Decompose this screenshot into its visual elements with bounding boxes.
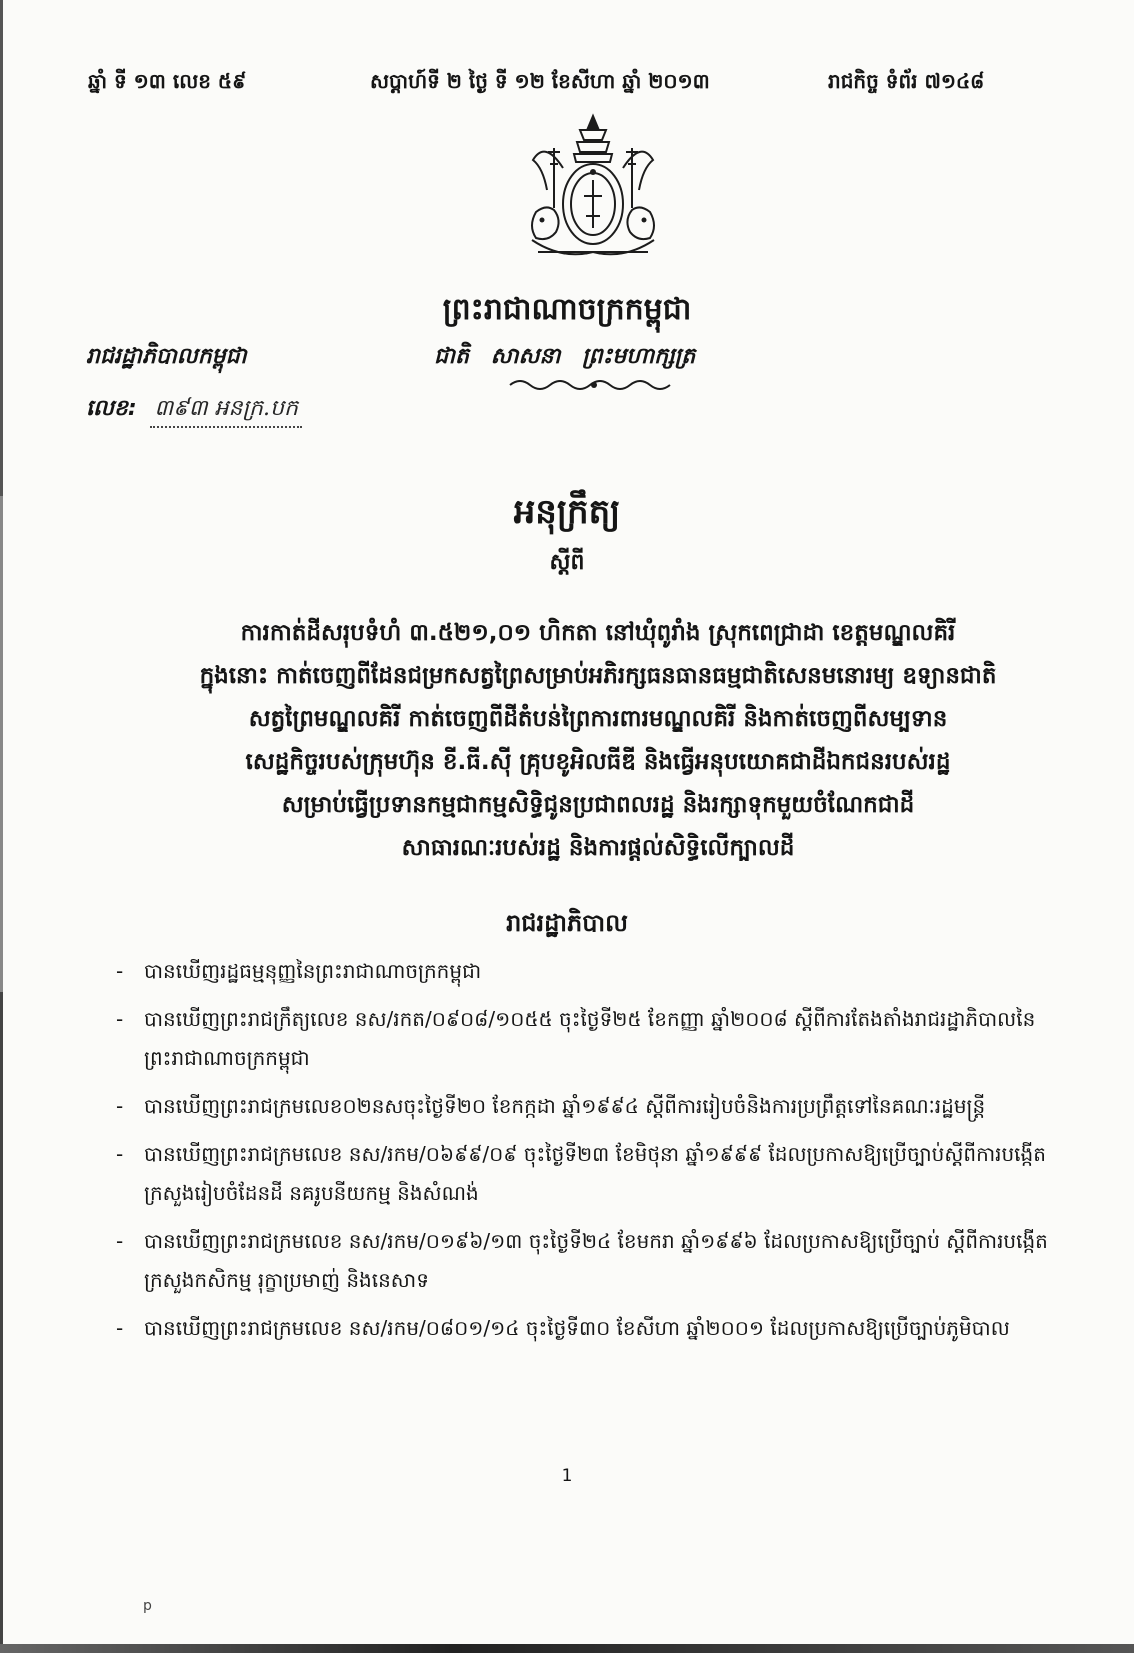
gazette-date: សប្តាហ៍ទី ២ ថ្ងៃ ទី ១២ ខែសីហា ឆ្នាំ ២០១៣: [370, 69, 710, 93]
scan-edge-left: [0, 0, 3, 1653]
subject-line: ការកាត់ដីសរុបទំហំ ៣.៥២១,០១ ហិកតា នៅឃុំពូរាំង ស្រុកពេជ្រាដា ខេត្តមណ្ឌលគិរី: [240, 620, 956, 646]
ornament-divider-icon: [508, 378, 680, 392]
list-item: - បានឃើញព្រះរាជក្រមលេខ នស/រកម/០១៩៦/១៣ ចុះថ្ងៃទី២៤ ខែមករា ឆ្នាំ១៩៩៦ ដែលប្រកាសឱ្យប្រើច្បាប់ ស្តីពីការបង្កើតក្រសួងកសិកម្ម រុក្ខាប្រមាញ់ និងនេសាទ: [110, 1222, 1060, 1300]
gazette-page: រាជកិច្ច ទំព័រ ៧១៤៨: [828, 69, 985, 93]
list-item: - បានឃើញព្រះរាជក្រមលេខ នស/រកម/០៨០១/១៤ ចុះថ្ងៃទី៣០ ខែសីហា ឆ្នាំ២០០១ ដែលប្រកាសឱ្យប្រើច្បាប់ភូមិបាល: [110, 1309, 1060, 1348]
list-item: - បានឃើញព្រះរាជក្រមលេខ នស/រកម/០៦៩៩/០៩ ចុះថ្ងៃទី២៣ ខែមិថុនា ឆ្នាំ១៩៩៩ ដែលប្រកាសឱ្យប្រើច្បាប់ស្តីពីការបង្កើតក្រសួងរៀបចំដែនដី នគរូបនីយកម្ម និងសំណង់: [110, 1135, 1060, 1213]
document-subject: [138, 612, 1058, 870]
reference-label: លេខ:: [86, 396, 137, 421]
list-item: - បានឃើញព្រះរាជក្រមលេខ០២នសចុះថ្ងៃទី២០ ខែកក្កដា ឆ្នាំ១៩៩៤ ស្តីពីការរៀបចំនិងការប្រព្រឹត្តទៅនៃគណៈរដ្ឋមន្ត្រី: [110, 1087, 1060, 1126]
kingdom-name: ព្រះរាជាណាចក្រកម្ពុជា: [442, 292, 692, 327]
subject-line: សម្រាប់ធ្វើប្រទានកម្មជាកម្មសិទ្ធិជូនប្រជាពលរដ្ឋ និងរក្សាទុកមួយចំណែកជាដី: [281, 792, 915, 818]
margin-mark: p: [143, 1598, 152, 1614]
list-item: - បានឃើញរដ្ឋធម្មនុញ្ញនៃព្រះរាជាណាចក្រកម្ពុជា: [110, 952, 1060, 991]
gazette-issue: ឆ្នាំ ទី ១៣ លេខ ៥៩: [88, 69, 247, 93]
preamble-list: [110, 952, 1060, 1357]
reference-handwritten-number: ៣៩៣ អនក្រ.បក: [150, 394, 302, 428]
document-title: អនុក្រឹត្យ: [513, 492, 621, 532]
subject-line: ក្នុងនោះ កាត់ចេញពីដែនជម្រកសត្វព្រៃសម្រាប់អភិរក្សធនធានធម្មជាតិសេនមនោរម្យ ឧទ្យានជាតិ: [199, 663, 997, 689]
reference-number: [86, 394, 302, 434]
royal-coat-of-arms-icon: [514, 112, 672, 262]
page-number: 1: [561, 1466, 573, 1486]
national-motto: ជាតិ សាសនា ព្រះមហាក្សត្រ: [434, 344, 696, 369]
document-subtitle: ស្តីពី: [549, 550, 585, 575]
issuer-name: រាជរដ្ឋាភិបាលកម្ពុជា: [86, 344, 247, 369]
subject-line: សត្វព្រៃមណ្ឌលគិរី កាត់ចេញពីដីតំបន់ព្រៃការពារមណ្ឌលគិរី និងកាត់ចេញពីសម្បទាន: [248, 706, 948, 732]
scan-edge-bottom: [0, 1644, 1134, 1653]
subject-line: សាធារណៈរបស់រដ្ឋ និងការផ្តល់សិទ្ធិលើក្បាលដី: [401, 835, 795, 861]
gazette-header: [0, 62, 1134, 102]
subject-line: សេដ្ឋកិច្ចរបស់ក្រុមហ៊ុន ខី.ធី.ស៊ី គ្រុបខូអិលធីឌី និងធ្វើអនុបយោគជាដីឯកជនរបស់រដ្ឋ: [245, 749, 951, 775]
list-item: - បានឃើញព្រះរាជក្រឹត្យលេខ នស/រកត/០៩០៨/១០៥៥ ចុះថ្ងៃទី២៥ ខែកញ្ញា ឆ្នាំ២០០៨ ស្តីពីការតែងតាំងរាជរដ្ឋាភិបាលនៃព្រះរាជាណាចក្រកម្ពុជា: [110, 1000, 1060, 1078]
preamble-heading: រាជរដ្ឋាភិបាល: [506, 909, 628, 937]
